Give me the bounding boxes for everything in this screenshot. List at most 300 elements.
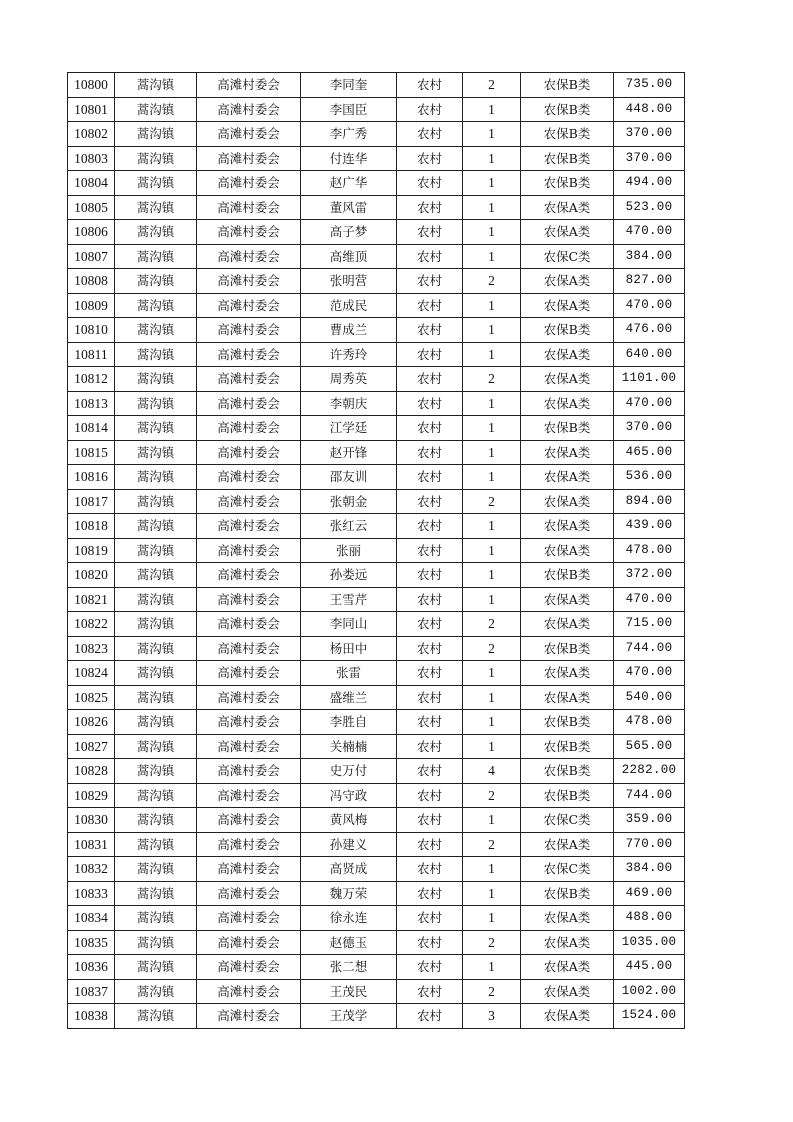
cell-town: 蒿沟镇 xyxy=(115,563,197,588)
cell-town: 蒿沟镇 xyxy=(115,440,197,465)
cell-amount: 894.00 xyxy=(614,489,685,514)
cell-count: 2 xyxy=(463,783,521,808)
cell-category: 农保A类 xyxy=(521,979,614,1004)
cell-village: 高滩村委会 xyxy=(197,318,301,343)
cell-town: 蒿沟镇 xyxy=(115,391,197,416)
table-row xyxy=(68,318,685,343)
table-row xyxy=(68,465,685,490)
cell-type: 农村 xyxy=(397,636,463,661)
cell-count: 1 xyxy=(463,440,521,465)
cell-count: 1 xyxy=(463,734,521,759)
cell-name: 孙建义 xyxy=(301,832,397,857)
cell-village: 高滩村委会 xyxy=(197,832,301,857)
cell-count: 1 xyxy=(463,97,521,122)
cell-category: 农保B类 xyxy=(521,416,614,441)
cell-id: 10824 xyxy=(68,661,115,686)
cell-amount: 359.00 xyxy=(614,808,685,833)
cell-name: 邵友训 xyxy=(301,465,397,490)
cell-type: 农村 xyxy=(397,538,463,563)
cell-type: 农村 xyxy=(397,318,463,343)
cell-category: 农保B类 xyxy=(521,636,614,661)
cell-category: 农保B类 xyxy=(521,710,614,735)
cell-town: 蒿沟镇 xyxy=(115,955,197,980)
cell-amount: 488.00 xyxy=(614,906,685,931)
cell-town: 蒿沟镇 xyxy=(115,416,197,441)
cell-type: 农村 xyxy=(397,342,463,367)
cell-amount: 1101.00 xyxy=(614,367,685,392)
cell-name: 史万付 xyxy=(301,759,397,784)
cell-type: 农村 xyxy=(397,367,463,392)
cell-type: 农村 xyxy=(397,122,463,147)
cell-name: 杨田中 xyxy=(301,636,397,661)
cell-amount: 536.00 xyxy=(614,465,685,490)
cell-category: 农保B类 xyxy=(521,734,614,759)
cell-village: 高滩村委会 xyxy=(197,612,301,637)
cell-town: 蒿沟镇 xyxy=(115,367,197,392)
cell-type: 农村 xyxy=(397,269,463,294)
cell-amount: 770.00 xyxy=(614,832,685,857)
cell-category: 农保B类 xyxy=(521,73,614,98)
cell-village: 高滩村委会 xyxy=(197,195,301,220)
cell-town: 蒿沟镇 xyxy=(115,465,197,490)
cell-amount: 2282.00 xyxy=(614,759,685,784)
cell-count: 2 xyxy=(463,979,521,1004)
cell-type: 农村 xyxy=(397,1004,463,1029)
cell-village: 高滩村委会 xyxy=(197,881,301,906)
cell-count: 1 xyxy=(463,416,521,441)
cell-id: 10831 xyxy=(68,832,115,857)
cell-amount: 640.00 xyxy=(614,342,685,367)
cell-village: 高滩村委会 xyxy=(197,857,301,882)
cell-town: 蒿沟镇 xyxy=(115,171,197,196)
cell-amount: 565.00 xyxy=(614,734,685,759)
table-row xyxy=(68,661,685,686)
cell-category: 农保A类 xyxy=(521,930,614,955)
cell-town: 蒿沟镇 xyxy=(115,734,197,759)
cell-type: 农村 xyxy=(397,832,463,857)
cell-town: 蒿沟镇 xyxy=(115,857,197,882)
cell-amount: 445.00 xyxy=(614,955,685,980)
cell-id: 10820 xyxy=(68,563,115,588)
cell-type: 农村 xyxy=(397,710,463,735)
cell-amount: 1524.00 xyxy=(614,1004,685,1029)
cell-type: 农村 xyxy=(397,661,463,686)
cell-village: 高滩村委会 xyxy=(197,563,301,588)
cell-count: 2 xyxy=(463,269,521,294)
cell-village: 高滩村委会 xyxy=(197,636,301,661)
cell-type: 农村 xyxy=(397,881,463,906)
cell-name: 李同山 xyxy=(301,612,397,637)
cell-village: 高滩村委会 xyxy=(197,391,301,416)
cell-type: 农村 xyxy=(397,808,463,833)
cell-amount: 448.00 xyxy=(614,97,685,122)
cell-amount: 470.00 xyxy=(614,293,685,318)
cell-amount: 384.00 xyxy=(614,857,685,882)
cell-category: 农保A类 xyxy=(521,269,614,294)
cell-name: 李国臣 xyxy=(301,97,397,122)
cell-town: 蒿沟镇 xyxy=(115,293,197,318)
cell-name: 关楠楠 xyxy=(301,734,397,759)
cell-village: 高滩村委会 xyxy=(197,73,301,98)
cell-id: 10818 xyxy=(68,514,115,539)
table-row xyxy=(68,587,685,612)
cell-amount: 476.00 xyxy=(614,318,685,343)
cell-village: 高滩村委会 xyxy=(197,269,301,294)
cell-count: 2 xyxy=(463,73,521,98)
cell-type: 农村 xyxy=(397,685,463,710)
cell-count: 1 xyxy=(463,881,521,906)
cell-amount: 465.00 xyxy=(614,440,685,465)
cell-town: 蒿沟镇 xyxy=(115,97,197,122)
cell-name: 高维顶 xyxy=(301,244,397,269)
cell-count: 1 xyxy=(463,514,521,539)
cell-village: 高滩村委会 xyxy=(197,783,301,808)
cell-amount: 372.00 xyxy=(614,563,685,588)
cell-amount: 478.00 xyxy=(614,538,685,563)
table-row xyxy=(68,955,685,980)
table-row xyxy=(68,759,685,784)
cell-name: 张红云 xyxy=(301,514,397,539)
cell-name: 赵广华 xyxy=(301,171,397,196)
cell-type: 农村 xyxy=(397,171,463,196)
cell-village: 高滩村委会 xyxy=(197,244,301,269)
cell-town: 蒿沟镇 xyxy=(115,661,197,686)
cell-category: 农保A类 xyxy=(521,391,614,416)
cell-town: 蒿沟镇 xyxy=(115,612,197,637)
cell-town: 蒿沟镇 xyxy=(115,636,197,661)
table-row xyxy=(68,857,685,882)
cell-id: 10811 xyxy=(68,342,115,367)
cell-name: 张丽 xyxy=(301,538,397,563)
cell-id: 10825 xyxy=(68,685,115,710)
cell-name: 徐永连 xyxy=(301,906,397,931)
cell-village: 高滩村委会 xyxy=(197,955,301,980)
cell-id: 10805 xyxy=(68,195,115,220)
cell-name: 李同奎 xyxy=(301,73,397,98)
cell-town: 蒿沟镇 xyxy=(115,318,197,343)
cell-type: 农村 xyxy=(397,906,463,931)
cell-village: 高滩村委会 xyxy=(197,759,301,784)
cell-id: 10807 xyxy=(68,244,115,269)
cell-amount: 384.00 xyxy=(614,244,685,269)
cell-town: 蒿沟镇 xyxy=(115,73,197,98)
cell-town: 蒿沟镇 xyxy=(115,1004,197,1029)
cell-category: 农保A类 xyxy=(521,440,614,465)
table-row xyxy=(68,489,685,514)
cell-id: 10808 xyxy=(68,269,115,294)
cell-town: 蒿沟镇 xyxy=(115,906,197,931)
cell-town: 蒿沟镇 xyxy=(115,930,197,955)
cell-category: 农保C类 xyxy=(521,808,614,833)
cell-village: 高滩村委会 xyxy=(197,416,301,441)
cell-town: 蒿沟镇 xyxy=(115,195,197,220)
cell-village: 高滩村委会 xyxy=(197,171,301,196)
cell-name: 李广秀 xyxy=(301,122,397,147)
benefit-table xyxy=(67,72,685,1029)
table-row xyxy=(68,881,685,906)
cell-amount: 494.00 xyxy=(614,171,685,196)
cell-category: 农保B类 xyxy=(521,146,614,171)
cell-category: 农保A类 xyxy=(521,293,614,318)
cell-id: 10827 xyxy=(68,734,115,759)
cell-village: 高滩村委会 xyxy=(197,440,301,465)
cell-name: 王雪芹 xyxy=(301,587,397,612)
cell-town: 蒿沟镇 xyxy=(115,759,197,784)
cell-village: 高滩村委会 xyxy=(197,979,301,1004)
cell-count: 1 xyxy=(463,710,521,735)
table-row xyxy=(68,244,685,269)
cell-id: 10829 xyxy=(68,783,115,808)
cell-count: 2 xyxy=(463,367,521,392)
table-row xyxy=(68,73,685,98)
table-row xyxy=(68,1004,685,1029)
cell-name: 孙娄远 xyxy=(301,563,397,588)
table-row xyxy=(68,391,685,416)
cell-type: 农村 xyxy=(397,73,463,98)
cell-type: 农村 xyxy=(397,514,463,539)
cell-category: 农保A类 xyxy=(521,514,614,539)
cell-id: 10836 xyxy=(68,955,115,980)
cell-category: 农保B类 xyxy=(521,171,614,196)
cell-count: 1 xyxy=(463,587,521,612)
cell-town: 蒿沟镇 xyxy=(115,808,197,833)
cell-id: 10823 xyxy=(68,636,115,661)
cell-name: 张明营 xyxy=(301,269,397,294)
cell-village: 高滩村委会 xyxy=(197,587,301,612)
cell-name: 张二想 xyxy=(301,955,397,980)
cell-category: 农保A类 xyxy=(521,685,614,710)
cell-town: 蒿沟镇 xyxy=(115,244,197,269)
cell-count: 1 xyxy=(463,857,521,882)
cell-type: 农村 xyxy=(397,612,463,637)
cell-amount: 470.00 xyxy=(614,391,685,416)
cell-id: 10838 xyxy=(68,1004,115,1029)
cell-category: 农保A类 xyxy=(521,587,614,612)
cell-category: 农保B类 xyxy=(521,759,614,784)
table-row xyxy=(68,685,685,710)
table-row xyxy=(68,538,685,563)
cell-village: 高滩村委会 xyxy=(197,367,301,392)
table-row xyxy=(68,195,685,220)
cell-amount: 715.00 xyxy=(614,612,685,637)
cell-name: 张雷 xyxy=(301,661,397,686)
table-row xyxy=(68,783,685,808)
cell-name: 付连华 xyxy=(301,146,397,171)
table-row xyxy=(68,612,685,637)
cell-category: 农保B类 xyxy=(521,783,614,808)
cell-amount: 370.00 xyxy=(614,122,685,147)
cell-count: 1 xyxy=(463,955,521,980)
cell-name: 江学廷 xyxy=(301,416,397,441)
cell-type: 农村 xyxy=(397,587,463,612)
cell-count: 1 xyxy=(463,685,521,710)
cell-count: 1 xyxy=(463,171,521,196)
cell-count: 1 xyxy=(463,465,521,490)
cell-town: 蒿沟镇 xyxy=(115,220,197,245)
cell-town: 蒿沟镇 xyxy=(115,489,197,514)
cell-type: 农村 xyxy=(397,979,463,1004)
cell-name: 王茂学 xyxy=(301,1004,397,1029)
cell-town: 蒿沟镇 xyxy=(115,146,197,171)
cell-count: 1 xyxy=(463,195,521,220)
cell-town: 蒿沟镇 xyxy=(115,342,197,367)
cell-category: 农保A类 xyxy=(521,832,614,857)
cell-type: 农村 xyxy=(397,489,463,514)
cell-village: 高滩村委会 xyxy=(197,661,301,686)
cell-category: 农保A类 xyxy=(521,661,614,686)
cell-category: 农保A类 xyxy=(521,1004,614,1029)
cell-town: 蒿沟镇 xyxy=(115,979,197,1004)
cell-type: 农村 xyxy=(397,465,463,490)
cell-name: 高子梦 xyxy=(301,220,397,245)
cell-category: 农保A类 xyxy=(521,955,614,980)
table-row xyxy=(68,979,685,1004)
table-row xyxy=(68,269,685,294)
cell-id: 10817 xyxy=(68,489,115,514)
cell-count: 4 xyxy=(463,759,521,784)
cell-name: 魏万荣 xyxy=(301,881,397,906)
cell-village: 高滩村委会 xyxy=(197,342,301,367)
cell-count: 1 xyxy=(463,318,521,343)
cell-amount: 469.00 xyxy=(614,881,685,906)
cell-count: 1 xyxy=(463,122,521,147)
cell-category: 农保C类 xyxy=(521,244,614,269)
cell-village: 高滩村委会 xyxy=(197,1004,301,1029)
cell-id: 10813 xyxy=(68,391,115,416)
cell-count: 2 xyxy=(463,930,521,955)
cell-count: 1 xyxy=(463,220,521,245)
cell-village: 高滩村委会 xyxy=(197,97,301,122)
cell-village: 高滩村委会 xyxy=(197,685,301,710)
cell-amount: 370.00 xyxy=(614,416,685,441)
cell-amount: 470.00 xyxy=(614,587,685,612)
table-row xyxy=(68,122,685,147)
cell-id: 10837 xyxy=(68,979,115,1004)
cell-village: 高滩村委会 xyxy=(197,465,301,490)
cell-town: 蒿沟镇 xyxy=(115,783,197,808)
cell-name: 高贤成 xyxy=(301,857,397,882)
cell-town: 蒿沟镇 xyxy=(115,122,197,147)
cell-town: 蒿沟镇 xyxy=(115,538,197,563)
cell-type: 农村 xyxy=(397,391,463,416)
cell-name: 周秀英 xyxy=(301,367,397,392)
cell-id: 10835 xyxy=(68,930,115,955)
cell-id: 10822 xyxy=(68,612,115,637)
cell-town: 蒿沟镇 xyxy=(115,685,197,710)
cell-id: 10804 xyxy=(68,171,115,196)
cell-type: 农村 xyxy=(397,930,463,955)
cell-amount: 523.00 xyxy=(614,195,685,220)
cell-count: 2 xyxy=(463,832,521,857)
table-row xyxy=(68,97,685,122)
cell-count: 3 xyxy=(463,1004,521,1029)
cell-type: 农村 xyxy=(397,734,463,759)
cell-category: 农保A类 xyxy=(521,906,614,931)
cell-amount: 735.00 xyxy=(614,73,685,98)
cell-id: 10830 xyxy=(68,808,115,833)
cell-name: 王茂民 xyxy=(301,979,397,1004)
cell-id: 10821 xyxy=(68,587,115,612)
table-row xyxy=(68,367,685,392)
cell-category: 农保A类 xyxy=(521,538,614,563)
cell-town: 蒿沟镇 xyxy=(115,881,197,906)
cell-town: 蒿沟镇 xyxy=(115,587,197,612)
cell-category: 农保B类 xyxy=(521,122,614,147)
table-row xyxy=(68,734,685,759)
cell-category: 农保B类 xyxy=(521,318,614,343)
table-row xyxy=(68,906,685,931)
cell-id: 10834 xyxy=(68,906,115,931)
cell-count: 1 xyxy=(463,146,521,171)
cell-name: 赵开锋 xyxy=(301,440,397,465)
cell-count: 1 xyxy=(463,661,521,686)
cell-town: 蒿沟镇 xyxy=(115,710,197,735)
cell-type: 农村 xyxy=(397,759,463,784)
cell-type: 农村 xyxy=(397,416,463,441)
cell-village: 高滩村委会 xyxy=(197,710,301,735)
cell-category: 农保A类 xyxy=(521,612,614,637)
cell-type: 农村 xyxy=(397,955,463,980)
cell-id: 10832 xyxy=(68,857,115,882)
cell-amount: 744.00 xyxy=(614,636,685,661)
cell-name: 董风雷 xyxy=(301,195,397,220)
cell-id: 10810 xyxy=(68,318,115,343)
cell-type: 农村 xyxy=(397,244,463,269)
cell-amount: 744.00 xyxy=(614,783,685,808)
cell-village: 高滩村委会 xyxy=(197,293,301,318)
cell-id: 10816 xyxy=(68,465,115,490)
cell-type: 农村 xyxy=(397,220,463,245)
cell-count: 1 xyxy=(463,808,521,833)
cell-count: 1 xyxy=(463,563,521,588)
cell-type: 农村 xyxy=(397,783,463,808)
cell-category: 农保A类 xyxy=(521,367,614,392)
table-row xyxy=(68,636,685,661)
cell-id: 10809 xyxy=(68,293,115,318)
cell-village: 高滩村委会 xyxy=(197,514,301,539)
cell-name: 李朝庆 xyxy=(301,391,397,416)
cell-name: 张朝金 xyxy=(301,489,397,514)
cell-village: 高滩村委会 xyxy=(197,538,301,563)
cell-name: 黄风梅 xyxy=(301,808,397,833)
cell-count: 1 xyxy=(463,342,521,367)
cell-id: 10833 xyxy=(68,881,115,906)
cell-type: 农村 xyxy=(397,97,463,122)
cell-category: 农保A类 xyxy=(521,220,614,245)
cell-count: 2 xyxy=(463,612,521,637)
cell-category: 农保B类 xyxy=(521,563,614,588)
cell-type: 农村 xyxy=(397,195,463,220)
cell-category: 农保B类 xyxy=(521,97,614,122)
cell-town: 蒿沟镇 xyxy=(115,832,197,857)
cell-amount: 439.00 xyxy=(614,514,685,539)
cell-type: 农村 xyxy=(397,146,463,171)
cell-id: 10801 xyxy=(68,97,115,122)
table-row xyxy=(68,710,685,735)
table-row xyxy=(68,930,685,955)
cell-id: 10800 xyxy=(68,73,115,98)
cell-count: 1 xyxy=(463,293,521,318)
cell-type: 农村 xyxy=(397,293,463,318)
cell-name: 冯守政 xyxy=(301,783,397,808)
cell-amount: 827.00 xyxy=(614,269,685,294)
table-row xyxy=(68,514,685,539)
cell-id: 10826 xyxy=(68,710,115,735)
cell-amount: 1002.00 xyxy=(614,979,685,1004)
table-row xyxy=(68,440,685,465)
table-row xyxy=(68,146,685,171)
cell-category: 农保A类 xyxy=(521,195,614,220)
